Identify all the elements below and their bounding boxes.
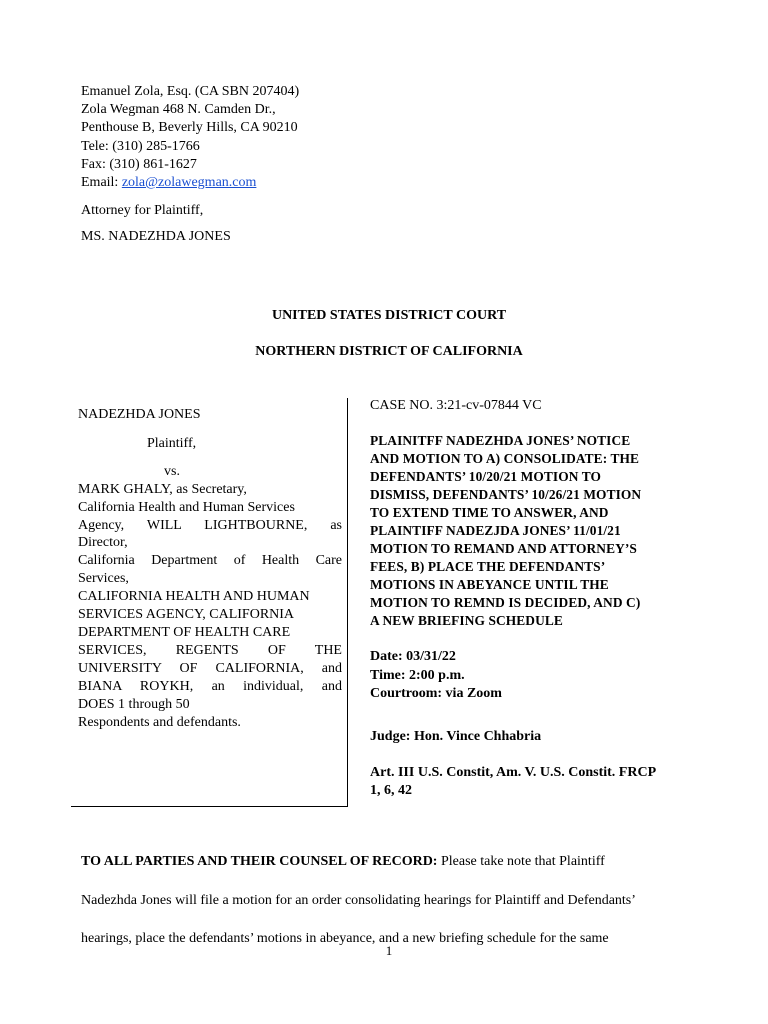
hearing-info	[370, 648, 688, 704]
motion-title-line: MOTION TO REMND IS DECIDED, AND C)	[370, 595, 641, 610]
versus: vs.	[164, 463, 180, 479]
hearing-time: Time: 2:00 p.m.	[370, 667, 465, 683]
motion-title-line: MOTION TO REMAND AND ATTORNEY’S	[370, 541, 637, 556]
motion-title-line: DEFENDANTS’ 10/20/21 MOTION TO	[370, 469, 602, 484]
defendant-line: SERVICES, REGENTS OF THE	[78, 642, 342, 658]
body-line	[81, 843, 691, 882]
defendant-line: California Department of Health Care	[78, 553, 342, 569]
notice-body	[81, 843, 691, 959]
defendant-line: Agency, WILL LIGHTBOURNE, as	[78, 517, 342, 533]
body-line: Nadezhda Jones will file a motion for an order consolidating hearings for Plaintiff and Defendants’	[81, 892, 636, 908]
attorney-info	[81, 83, 299, 247]
defendant-line: California Health and Human Services	[78, 499, 295, 515]
defendant-line: BIANA ROYKH, an individual, and	[78, 678, 342, 694]
case-caption-details	[370, 397, 688, 801]
defendant-line: DOES 1 through 50	[78, 696, 190, 712]
caption-divider-bottom	[71, 806, 348, 807]
motion-title-line: A NEW BRIEFING SCHEDULE	[370, 613, 563, 628]
authority-line: Art. III U.S. Constit, Am. V. U.S. Constit. FRCP	[370, 764, 657, 780]
defendant-line: Respondents and defendants.	[78, 714, 241, 730]
motion-title-line: TO EXTEND TIME TO ANSWER, AND	[370, 505, 609, 520]
judge-name: Judge: Hon. Vince Chhabria	[370, 728, 542, 744]
defendant-line: CALIFORNIA HEALTH AND HUMAN	[78, 589, 310, 605]
hearing-courtroom: Courtroom: via Zoom	[370, 686, 502, 701]
attorney-address-line2: Penthouse B, Beverly Hills, CA 90210	[81, 120, 298, 136]
plaintiff-name: NADEZHDA JONES	[78, 407, 201, 422]
attorney-name: Emanuel Zola, Esq. (CA SBN 207404)	[81, 84, 300, 99]
hearing-date: Date: 03/31/22	[370, 649, 456, 664]
email-label: Email:	[81, 175, 122, 191]
page-number: 1	[385, 943, 393, 958]
authority-line: 1, 6, 42	[370, 783, 412, 798]
case-caption-parties	[78, 406, 342, 731]
defendant-line: Director,	[78, 535, 128, 551]
motion-title-line: MOTIONS IN ABEYANCE UNTIL THE	[370, 577, 609, 592]
motion-title-line: FEES, B) PLACE THE DEFENDANTS’	[370, 559, 606, 574]
motion-title-line: PLAINITFF NADEZHDA JONES’ NOTICE	[370, 433, 631, 448]
caption-divider-vertical	[347, 398, 348, 807]
attorney-role: Attorney for Plaintiff,	[81, 203, 204, 219]
attorney-fax: Fax: (310) 861-1627	[81, 156, 197, 172]
attorney-address-line1: Zola Wegman 468 N. Camden Dr.,	[81, 102, 276, 118]
legal-authority	[370, 764, 688, 801]
motion-title-line: DISMISS, DEFENDANTS’ 10/26/21 MOTION	[370, 487, 642, 502]
case-number: CASE NO. 3:21-cv-07844 VC	[370, 398, 542, 413]
salutation: TO ALL PARTIES AND THEIR COUNSEL OF RECORD:	[81, 854, 438, 869]
court-name: UNITED STATES DISTRICT COURT	[271, 308, 507, 323]
defendant-line: MARK GHALY, as Secretary,	[78, 481, 247, 497]
attorney-email-row	[81, 174, 299, 192]
body-text-segment: Please take note that Plaintiff	[437, 854, 605, 869]
motion-title	[370, 432, 688, 630]
email-link[interactable]: zola@zolawegman.com	[121, 175, 257, 191]
defendant-line: DEPARTMENT OF HEALTH CARE	[78, 624, 291, 640]
defendant-line: Services,	[78, 571, 129, 587]
motion-title-line: PLAINTIFF NADEZJDA JONES’ 11/01/21	[370, 523, 621, 538]
plaintiff-role: Plaintiff,	[147, 435, 197, 451]
defendant-line: SERVICES AGENCY, CALIFORNIA	[78, 607, 295, 623]
client-name: MS. NADEZHDA JONES	[81, 229, 231, 245]
defendant-line: UNIVERSITY OF CALIFORNIA, and	[78, 660, 342, 676]
court-district: NORTHERN DISTRICT OF CALIFORNIA	[255, 344, 523, 359]
attorney-phone: Tele: (310) 285-1766	[81, 138, 200, 154]
body-line: hearings, place the defendants’ motions in abeyance, and a new briefing schedule for the same	[81, 931, 609, 946]
motion-title-line: AND MOTION TO A) CONSOLIDATE: THE	[370, 451, 640, 466]
